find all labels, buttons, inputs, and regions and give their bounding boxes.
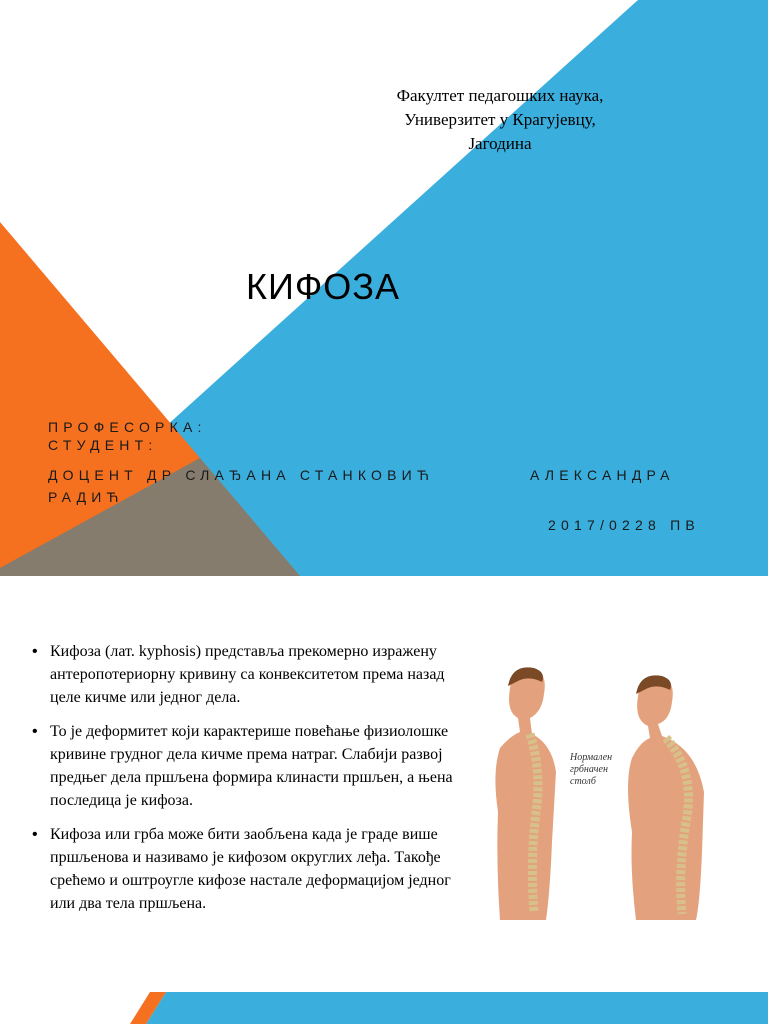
bullet-list — [32, 640, 472, 926]
torso-right — [628, 676, 704, 920]
slide-title: КИФОЗА — [246, 266, 400, 307]
student-label: СТУДЕНТ: — [48, 437, 158, 453]
student-id: 2017/0228 ПВ — [548, 517, 700, 533]
faculty-line: Факултет педагошких наука, — [396, 86, 604, 105]
bullet-item: • Кифоза (лат. kyphosis) представља прекомерно изражену антеропотериорну кривину са конвекситетом према назад целе кичме или једног дела. — [32, 640, 472, 709]
image-label-line-1: Нормален — [570, 752, 613, 763]
torso-left — [495, 668, 556, 920]
student-first-name: АЛЕКСАНДРА — [530, 467, 675, 483]
bullet-item: • То је деформитет који карактерише повећање физиолошке кривине грудног дела кичме према натраг. Слабији развој предњег дела пршљена формира клинасти пршљен, а њена последица је кифоза. — [32, 720, 472, 812]
image-label-line-2: грбначен — [570, 764, 608, 775]
spine-illustration — [490, 662, 730, 922]
normal-posture-figure — [495, 667, 556, 920]
university-block — [300, 84, 700, 156]
university-line: Универзитет у Крагујевцу, — [404, 110, 596, 129]
bullet-item: • Кифоза или грба може бити заобљена када је граде више пршљенова и називамо је кифозом округлих леђа. Такође срећемо и оштроугле кифозе настале деформацијом једног или два тела пршљена. — [32, 823, 472, 915]
kyphosis-figure — [628, 675, 704, 920]
city-line: Јагодина — [468, 134, 532, 153]
professor-label: ПРОФЕСОРКА: — [48, 419, 207, 435]
image-label-line-3: столб — [570, 776, 596, 787]
professor-name: ДОЦЕНТ ДР СЛАЂАНА СТАНКОВИЋ — [48, 467, 435, 483]
student-last-name: РАДИЋ — [48, 489, 124, 505]
blue-band — [146, 992, 768, 1024]
